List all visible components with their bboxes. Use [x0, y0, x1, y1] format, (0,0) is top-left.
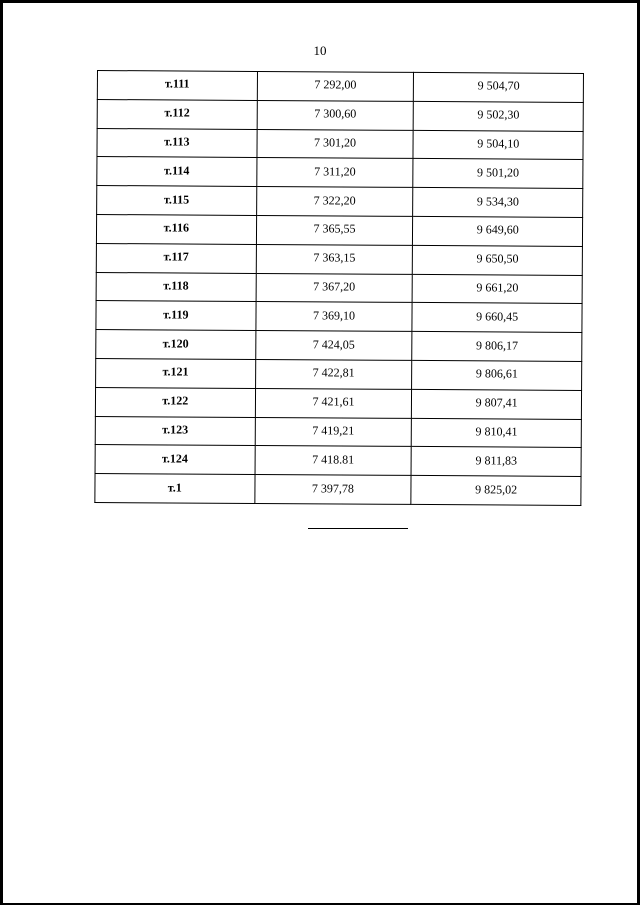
- x-coordinate-cell: 7 322,20: [256, 187, 413, 217]
- table-row: [97, 157, 583, 189]
- point-label-cell: т.122: [95, 387, 255, 417]
- page-number: 10: [313, 43, 327, 58]
- coordinates-table-body: [95, 71, 584, 506]
- y-coordinate-cell: 9 501,20: [413, 159, 583, 189]
- table-row: [96, 358, 582, 390]
- x-coordinate-cell: 7 367,20: [256, 273, 413, 303]
- y-coordinate-cell: 9 660,45: [412, 303, 582, 333]
- x-coordinate-cell: 7 292,00: [257, 71, 414, 101]
- y-coordinate-cell: 9 534,30: [413, 188, 583, 218]
- point-label-cell: т.119: [96, 301, 256, 331]
- x-coordinate-cell: 7 300,60: [257, 100, 414, 130]
- y-coordinate-cell: 9 650,50: [413, 245, 583, 275]
- point-label-cell: т.111: [97, 71, 257, 101]
- table-row: [96, 272, 582, 304]
- point-label-cell: т.117: [96, 243, 256, 273]
- x-coordinate-cell: 7 301,20: [257, 129, 414, 159]
- x-coordinate-cell: 7 424,05: [255, 331, 412, 361]
- y-coordinate-cell: 9 649,60: [413, 216, 583, 246]
- point-label-cell: т.112: [97, 99, 257, 129]
- table-row: [95, 416, 581, 448]
- table-row: [95, 387, 581, 419]
- y-coordinate-cell: 9 811,83: [411, 447, 581, 477]
- point-label-cell: т.1: [95, 474, 255, 504]
- y-coordinate-cell: 9 502,30: [414, 101, 584, 131]
- point-label-cell: т.113: [97, 128, 257, 158]
- table-row: [97, 71, 583, 103]
- end-separator-line: [308, 528, 408, 529]
- x-coordinate-cell: 7 397,78: [254, 475, 411, 505]
- x-coordinate-cell: 7 421,61: [255, 388, 412, 418]
- table-row: [96, 214, 582, 246]
- x-coordinate-cell: 7 369,10: [256, 302, 413, 332]
- table-row: [97, 186, 583, 218]
- x-coordinate-cell: 7 422,81: [255, 359, 412, 389]
- point-label-cell: т.115: [97, 186, 257, 216]
- y-coordinate-cell: 9 504,70: [414, 72, 584, 102]
- y-coordinate-cell: 9 806,17: [412, 332, 582, 362]
- y-coordinate-cell: 9 810,41: [412, 418, 582, 448]
- table-row: [95, 445, 581, 477]
- point-label-cell: т.124: [95, 445, 255, 475]
- x-coordinate-cell: 7 311,20: [256, 158, 413, 188]
- point-label-cell: т.123: [95, 416, 255, 446]
- point-label-cell: т.120: [96, 330, 256, 360]
- x-coordinate-cell: 7 363,15: [256, 244, 413, 274]
- x-coordinate-cell: 7 419,21: [255, 417, 412, 447]
- coordinates-table: [94, 70, 584, 506]
- table-row: [95, 474, 581, 506]
- table-row: [96, 243, 582, 275]
- point-label-cell: т.114: [97, 157, 257, 187]
- point-label-cell: т.116: [96, 214, 256, 244]
- y-coordinate-cell: 9 661,20: [412, 274, 582, 304]
- table-row: [97, 99, 583, 131]
- table-row: [96, 330, 582, 362]
- y-coordinate-cell: 9 807,41: [412, 389, 582, 419]
- y-coordinate-cell: 9 504,10: [413, 130, 583, 160]
- y-coordinate-cell: 9 806,61: [412, 360, 582, 390]
- table-row: [97, 128, 583, 160]
- point-label-cell: т.121: [96, 358, 256, 388]
- x-coordinate-cell: 7 365,55: [256, 215, 413, 245]
- y-coordinate-cell: 9 825,02: [411, 476, 581, 506]
- table-row: [96, 301, 582, 333]
- x-coordinate-cell: 7 418.81: [255, 446, 412, 476]
- point-label-cell: т.118: [96, 272, 256, 302]
